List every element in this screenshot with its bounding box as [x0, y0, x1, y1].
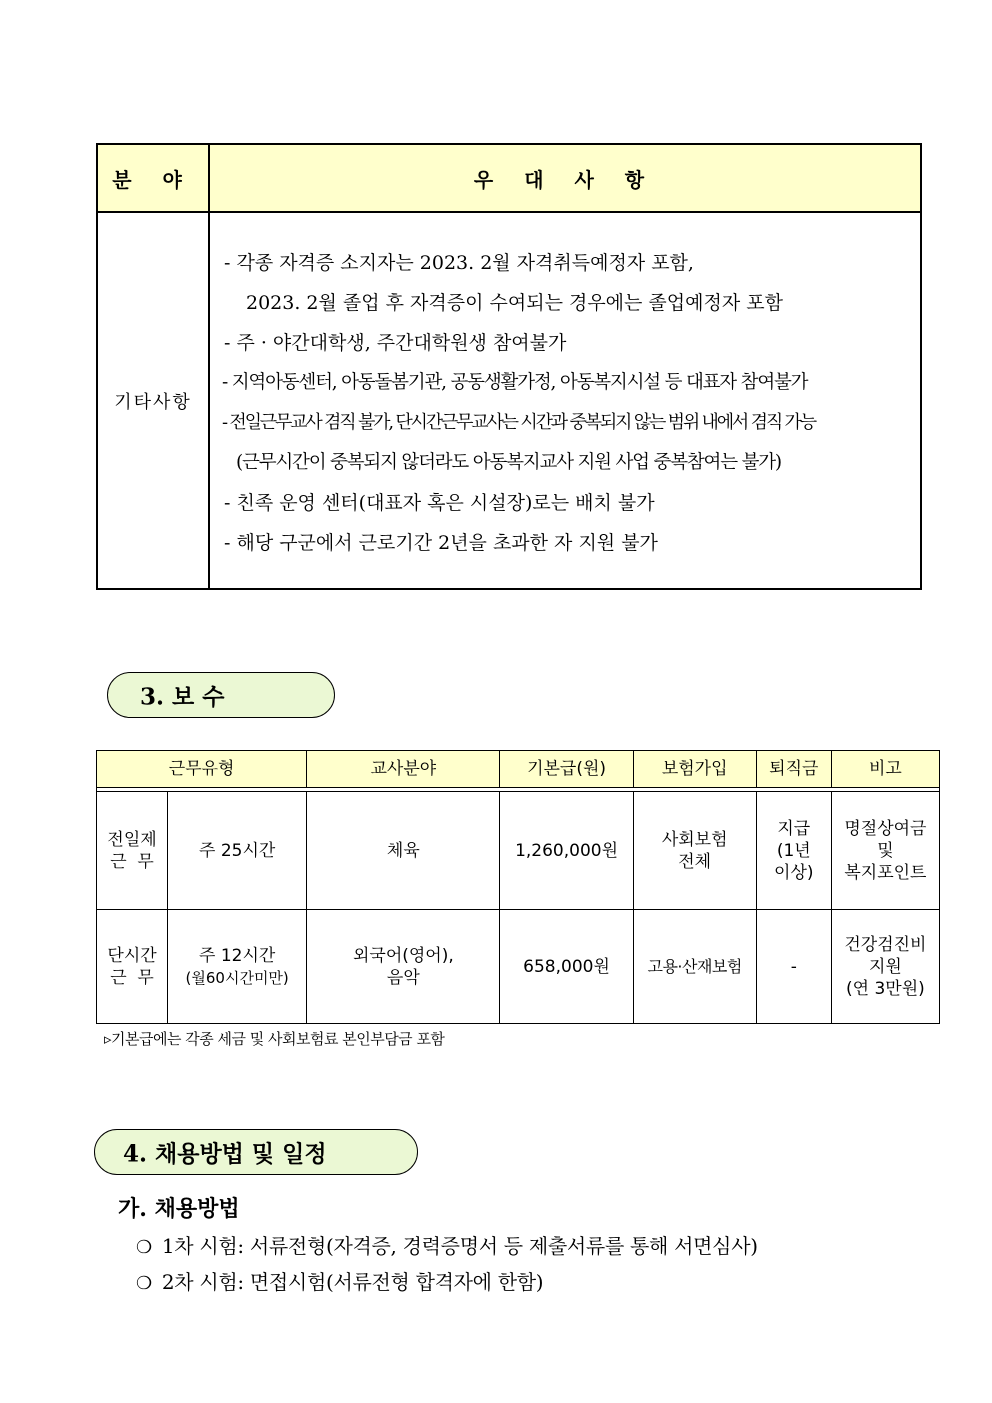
remarks-cell: 건강검진비 지원 (연 3만원) — [831, 910, 939, 1024]
list-item-text: 2차 시험: 면접시험(서류전형 합격자에 한함) — [161, 1270, 544, 1294]
header-teacher-field: 교사분야 — [307, 751, 500, 788]
detail-line: - 지역아동센터, 아동돌봄기관, 공동생활가정, 아동복지시설 등 대표자 참여불가 — [222, 372, 808, 393]
detail-line: (근무시간이 중복되지 않더라도 아동복지교사 지원 사업 중복참여는 불가) — [236, 452, 781, 473]
list-item — [136, 1230, 758, 1259]
salary-cell: 1,260,000원 — [500, 792, 633, 910]
detail-line: - 주 · 야간대학생, 주간대학원생 참여불가 — [224, 332, 567, 354]
detail-line: - 친족 운영 센터(대표자 혹은 시설장)로는 배치 불가 — [224, 492, 655, 514]
insurance-cell: 고용·산재보험 — [633, 910, 756, 1024]
work-type-cell: 단시간 근 무 — [97, 910, 168, 1024]
salary-note: ▹기본급에는 각종 세금 및 사회보험료 본인부담금 포함 — [104, 1030, 445, 1048]
severance-cell: - — [756, 910, 831, 1024]
circle-bullet-icon: ❍ — [136, 1237, 152, 1258]
table-row — [97, 792, 940, 910]
table-row — [97, 910, 940, 1024]
header-remarks: 비고 — [831, 751, 939, 788]
section-4-title: 4. 채용방법 및 일정 — [123, 1140, 327, 1168]
header-insurance: 보험가입 — [633, 751, 756, 788]
insurance-cell: 사회보험 전체 — [633, 792, 756, 910]
circle-bullet-icon: ❍ — [136, 1273, 152, 1294]
header-base-salary: 기본급(원) — [500, 751, 633, 788]
section-3-heading — [107, 672, 335, 718]
salary-cell: 658,000원 — [500, 910, 633, 1024]
detail-line: 2023. 2월 졸업 후 자격증이 수여되는 경우에는 졸업예정자 포함 — [246, 292, 783, 314]
header-severance: 퇴직금 — [756, 751, 831, 788]
section-3-title: 3. 보 수 — [140, 683, 225, 711]
recruitment-method-subheading: 가. 채용방법 — [118, 1196, 240, 1222]
section-4-heading — [94, 1129, 418, 1175]
detail-line: - 전일근무교사 겸직 불가, 단시간근무교사는 시간과 중복되지 않는 범위 내에서 겸직 가능 — [222, 412, 815, 433]
preference-table — [96, 143, 922, 590]
detail-line: - 해당 구군에서 근로기간 2년을 초과한 자 지원 불가 — [224, 532, 658, 554]
teacher-field-cell: 외국어(영어), 음악 — [307, 910, 500, 1024]
hours-cell: 주 12시간 (월60시간미만) — [168, 910, 307, 1024]
header-preference: 우 대 사 항 — [209, 144, 921, 212]
work-type-cell: 전일제 근 무 — [97, 792, 168, 910]
list-item — [136, 1266, 543, 1295]
hours-cell: 주 25시간 — [168, 792, 307, 910]
detail-line: - 각종 자격증 소지자는 2023. 2월 자격취득예정자 포함, — [224, 252, 694, 274]
preference-details — [209, 212, 921, 589]
header-field: 분 야 — [97, 144, 209, 212]
list-item-text: 1차 시험: 서류전형(자격증, 경력증명서 등 제출서류를 통해 서면심사) — [161, 1234, 758, 1258]
severance-cell: 지급 (1년 이상) — [756, 792, 831, 910]
remarks-cell: 명절상여금 및 복지포인트 — [831, 792, 939, 910]
salary-table — [96, 750, 940, 1024]
row-label-other: 기타사항 — [97, 212, 209, 589]
header-work-type: 근무유형 — [97, 751, 307, 788]
teacher-field-cell: 체육 — [307, 792, 500, 910]
